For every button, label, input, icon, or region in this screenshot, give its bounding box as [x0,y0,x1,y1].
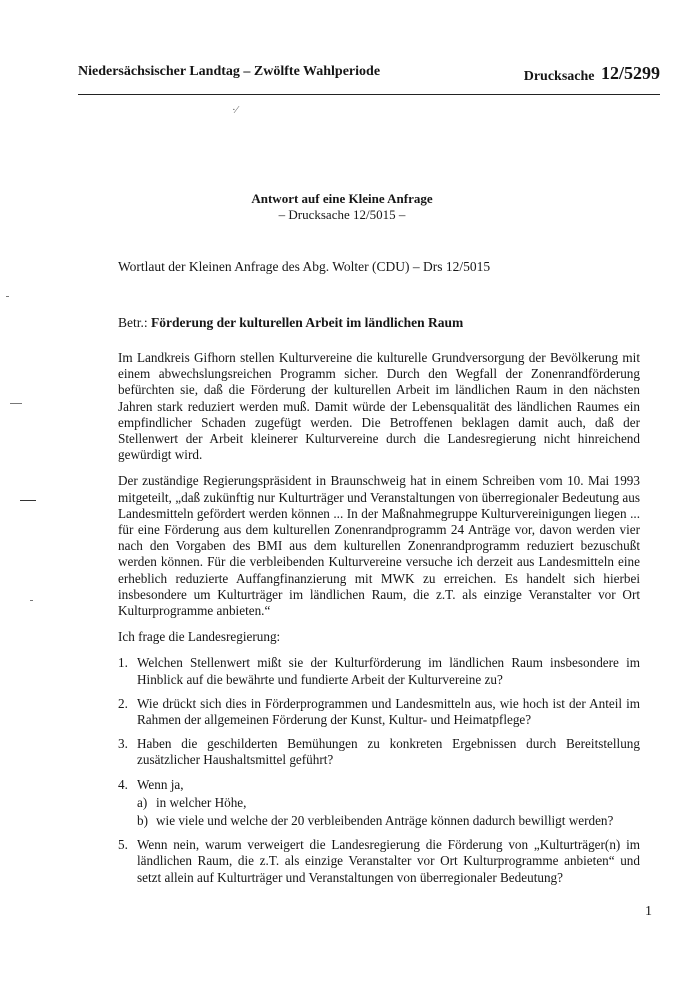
question-number: 1. [118,655,128,671]
paragraph: Im Landkreis Gifhorn stellen Kulturvereine die kulturelle Grundversorgung der Bevölkerung mit einem abwechslungsreichen Programm sicher. Durch den Wegfall der Zonenrandförderung befürchten sie, daß die Förderung der kulturellen Arbeit im ländlichen Raum in den nächsten Jahren stark reduziert werden muß. Damit würde der Lebensqualität des ländlichen Raumes ein empfindlicher Schaden zugefügt werden. Die Betroffenen beklagen damit auch, daß der Stellenwert der Arbeit kleinerer Kulturvereine durch die Landesregierung nicht hinreichend gewürdigt wird. [118,350,640,463]
scan-speck [10,403,22,404]
question-item [118,777,640,830]
question-number: 5. [118,837,128,853]
question-text: Wie drückt sich dies in Förderprogrammen und Landesmitteln aus, wie hoch ist der Anteil im Rahmen der allgemeinen Förderung der Kunst, Kultur- und Heimatpflege? [137,695,640,728]
scan-speck [20,500,36,501]
parliament-name: Niedersächsischer Landtag – Zwölfte Wahlperiode [78,64,381,79]
document-number-label: Drucksache [523,69,595,84]
scan-speck [6,296,9,297]
question-number: 2. [118,695,128,711]
question-item [118,736,640,768]
document-body [118,350,640,894]
scan-mark: ·⁄ [232,104,238,116]
question-text: Welchen Stellenwert mißt sie der Kulturförderung im ländlichen Raum insbesondere im Hinblick auf die bewährte und fundierte Arbeit der Kulturvereine zu? [137,655,640,687]
sub-question [137,813,640,829]
question-item [118,655,640,687]
inquiry-source: Wortlaut der Kleinen Anfrage des Abg. Wolter (CDU) – Drs 12/5015 [118,259,491,274]
document-title: Antwort auf eine Kleine Anfrage [251,191,433,206]
paragraph: Ich frage die Landesregierung: [118,629,281,645]
question-number: 4. [118,776,128,792]
document-number [524,64,660,85]
sub-question-label: b) [137,813,148,829]
page-number: 1 [645,904,652,919]
question-item [118,837,640,886]
sub-question-label: a) [137,794,148,810]
subject-line [118,315,463,331]
document-reference: – Drucksache 12/5015 – [278,207,406,222]
scan-speck [30,600,33,601]
sub-question-text: in welcher Höhe, [156,794,247,810]
subject-text: Förderung der kulturellen Arbeit im ländlichen Raum [151,315,464,330]
document-number-value: 12/5299 [600,63,660,83]
question-number: 3. [118,736,128,752]
page-header [78,64,660,84]
question-list [118,655,640,885]
subject-prefix: Betr.: [118,315,148,330]
header-rule [78,94,660,95]
question-text: Wenn ja, [137,776,184,792]
sub-question-text: wie viele und welche der 20 verbleibenden Anträge können dadurch bewilligt werden? [156,813,614,829]
question-text: Haben die geschilderten Bemühungen zu konkreten Ergebnissen durch Bereitstellung zusätzlicher Haushaltsmittel geführt? [137,736,640,768]
sub-question [137,795,640,811]
paragraph: Der zuständige Regierungspräsident in Braunschweig hat in einem Schreiben vom 10. Mai 1993 mitgeteilt, „daß zukünftig nur Kulturträger und Veranstaltungen von überregionaler Bedeutung aus Landesmitteln gefördert werden können ... In der Maßnahmegruppe Kulturvereinigungen liegen ... für eine Förderung aus dem kulturellen Zonenrandprogramm 24 Anträge vor, davon werden vier nach den Vorgaben des BMI aus dem kulturellen Zonenrandprogramm reduziert bezuschußt werden können. Für die verbleibenden Kulturvereine versuche ich derzeit aus Landesmitteln eine erheblich reduzierte Auffangfinanzierung mit MWK zu erreichen. Es handelt sich hierbei insbesondere um Kulturträger im ländlichen Raum, die z.T. als einzige Veranstalter vor Ort Kulturprogramme anbieten.“ [118,473,640,619]
title-block [0,191,684,223]
question-text: Wenn nein, warum verweigert die Landesregierung die Förderung von „Kulturträger(n) im ländlichen Raum, die z.T. als einzige Veranstalter vor Ort Kulturprogramme anbieten“ und setzt allein auf Kulturträger und Veranstaltungen von überregionaler Bedeutung? [137,837,640,885]
question-item [118,696,640,728]
